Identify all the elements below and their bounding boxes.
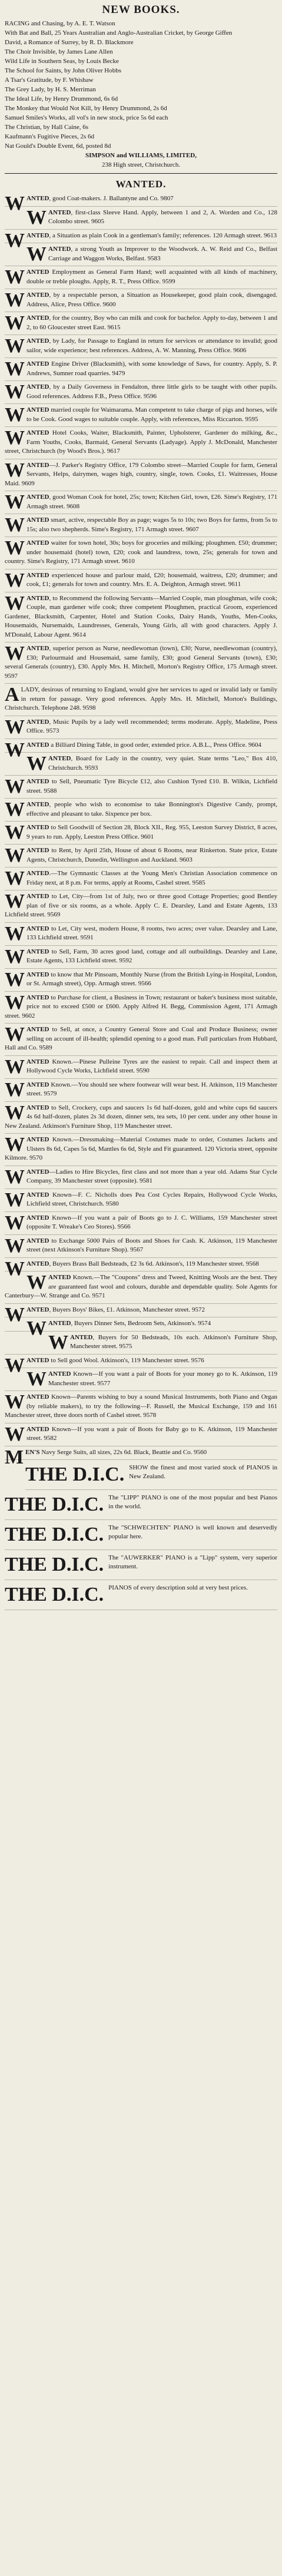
ad-body: , a strong Youth as Improver to the Woodwork. A. W. Reid and Co., Belfast Carriage and Waggon Works, Belfast. 9583: [48, 246, 277, 262]
dic-brand: THE D.I.C.: [5, 1494, 104, 1515]
ad-drop-cap: W: [26, 1368, 47, 1390]
ad-drop-cap: W: [5, 739, 25, 761]
ad-body: Navy Serge Suits, all sizes, 22s 6d. Black, Beattie and Co. 9560: [39, 1448, 207, 1456]
classified-ad: [5, 799, 277, 822]
ad-body: , Buyers for 50 Bedsteads, 10s each. Atkinson's Furniture Shop, Manchester street. 9575: [70, 1333, 277, 1350]
classified-ad: [5, 969, 277, 992]
dic-ads-section: [5, 1460, 277, 1610]
ad-heading: ANTED: [26, 994, 49, 1001]
ad-heading: ANTED: [26, 1058, 49, 1065]
dic-brand: THE D.I.C.: [5, 1524, 104, 1545]
ad-body: to Let, City—from 1st of July, two or three good Cottage Properties; good Bentley plan of five or six rooms, as a whole. Apply C. E. Dearsley, Land and Estate Agents, 133 Lichfield street. 9569: [5, 893, 277, 918]
ad-heading: ANTED: [48, 1274, 71, 1281]
ad-body: , Buyers Brass Ball Bedsteads, £2 3s 6d. Atkinson's, 119 Manchester street. 9568: [49, 1260, 259, 1267]
ad-drop-cap: W: [5, 1211, 25, 1234]
ad-body: Known.—Pinese Pulleine Tyres are the easiest to repair. Call and inspect them at Hollywood Cycle Works, Lichfield street. 9590: [26, 1058, 277, 1074]
ad-heading: ANTED: [26, 571, 49, 579]
ad-heading: ANTED: [26, 1168, 49, 1176]
ad-heading: ANTED: [26, 1191, 49, 1198]
book-listing: Nat Gould's Double Event, 6d, posted 8d: [5, 143, 111, 150]
classified-ad: [5, 1368, 277, 1391]
classified-ad: [5, 229, 277, 251]
classified-ad: [5, 459, 277, 492]
book-listing: With Bat and Ball, 25 Years Australian and Anglo-Australian Cricket, by George Giffen: [5, 29, 233, 37]
book-listing: A Tsar's Gratitude, by F. Whishaw: [5, 77, 94, 84]
book-listing: The Monkey that Would Not Kill, by Henry Drummond, 2s 6d: [5, 105, 167, 112]
ad-drop-cap: W: [48, 1331, 68, 1353]
ad-body: Known.—You should see where footwear will wear best. H. Atkinson, 119 Manchester street. 9579: [26, 1081, 277, 1097]
classified-ad: [5, 890, 277, 923]
ad-heading: ANTED: [26, 948, 49, 955]
ad-body: , by a Daily Governess in Fendalton, three little girls to be taught with other pupils. Good references. Address F.B., Press Office. 9596: [26, 383, 277, 400]
section-divider: [5, 173, 277, 174]
classified-ad: [5, 289, 277, 312]
ad-heading: ANTED: [48, 1370, 71, 1378]
ad-drop-cap: W: [26, 243, 47, 265]
ad-drop-cap: W: [5, 427, 25, 449]
ad-body: Hotel Cooks, Waiter, Blacksmith, Painter, Upholsterer, Gardener do milking, &c., Farm Youths, Cooks, Barmaid, General Servants (Ladyage). Apply J. McDonald, Manchester street, Christchurch (by Wood's Bros.). 9617: [5, 429, 277, 455]
books-publisher: SIMPSON and WILLIAMS, LIMITED,: [85, 152, 197, 159]
classified-ad: [5, 845, 277, 868]
ad-drop-cap: W: [5, 514, 25, 536]
ad-heading: ANTED: [26, 1237, 49, 1244]
wanted-ads-list: [5, 193, 277, 1468]
ad-drop-cap: W: [26, 1272, 47, 1293]
ad-heading: ANTED: [26, 195, 49, 202]
ad-body: Known—Parents wishing to buy a sound Musical Instruments, both Piano and Organ (by reliable makers), to try the following—F. Russell, the Musical Exchange, 159 and 161 Manchester street, three doors north of Cashel street. 9578: [5, 1393, 277, 1419]
ad-drop-cap: W: [5, 491, 25, 513]
ad-heading: ANTED: [26, 269, 49, 276]
ad-drop-cap: W: [5, 1423, 25, 1445]
book-listing: David, a Romance of Surrey, by R. D. Blackmore: [5, 39, 134, 46]
ad-body: to Rent, by April 25th, House of about 6 Rooms, near Rinkerton. State price, Estate Agents, Christchurch, Dunedin, Wellington and Auckland. 9603: [26, 847, 277, 863]
ad-body: , first-class Sleeve Hand. Apply, between 1 and 2, A. Worden and Co., 128 Colombo street. 9605: [48, 208, 277, 225]
ad-body: , Buyers Dinner Sets, Bedroom Sets, Atkinson's. 9574: [71, 1320, 211, 1327]
ad-heading: ANTED: [26, 1214, 49, 1221]
ad-body: Employment as General Farm Hand; well acquainted with all kinds of machinery, double or treble ploughs. Apply, R. T., Press Office. 9599: [26, 269, 277, 285]
ad-drop-cap: W: [5, 335, 25, 357]
classified-ad: [5, 381, 277, 404]
ad-heading: ANTED: [26, 360, 49, 367]
ad-heading: ANTED: [26, 1136, 49, 1143]
ad-heading: ANTED: [48, 246, 71, 253]
ad-body: married couple for Waimarama. Man competent to take charge of pigs and horses, wife to be Cook. Good wages to suitable couple. Apply, with references, Miss Riccarton. 9595: [26, 406, 277, 423]
ad-heading: ANTED: [26, 847, 49, 854]
ad-drop-cap: A: [5, 684, 19, 706]
ad-heading: ANTED: [26, 1306, 49, 1313]
ad-body: , good Woman Cook for hotel, 25s; town; Kitchen Girl, town, £26. Sime's Registry, 171 Armagh street. 9608: [26, 494, 277, 510]
ad-body: to Sell, at once, a Country General Store and Coal and Produce Business; owner selling on account of ill-health; splendid opening to a good man. Full particulars from Hubbard, Hall and Co. 9589: [5, 1026, 277, 1051]
ad-heading: ANTED: [26, 801, 49, 808]
ad-drop-cap: M: [5, 1446, 24, 1468]
ad-drop-cap: W: [5, 592, 25, 614]
classified-ad: [5, 312, 277, 335]
ad-body: Known—If you want a pair of Boots for Baby go to K. Atkinson, 119 Manchester street. 9582: [26, 1425, 277, 1442]
ad-drop-cap: W: [5, 945, 25, 968]
classified-ad: [5, 1446, 277, 1468]
classified-ad: [5, 1166, 277, 1189]
ad-body: , Board for Lady in the country, very quiet. State terms "Leo," Box 410, Christchurch. 9593: [48, 755, 277, 772]
classified-ad: [5, 1354, 277, 1376]
book-listing: Wild Life in Southern Seas, by Louis Becke: [5, 58, 119, 65]
ad-drop-cap: W: [5, 1234, 25, 1257]
ad-heading: ANTED: [26, 925, 49, 932]
ad-drop-cap: W: [5, 1166, 25, 1188]
ad-body: , a Situation as plain Cook in a gentleman's family; references. 120 Armagh street. 9613: [49, 231, 277, 239]
ad-drop-cap: W: [5, 1257, 25, 1280]
new-books-section: [5, 4, 277, 170]
classified-ad: [5, 1056, 277, 1079]
ad-body: Known—If you want a pair of Boots for your money go to K. Atkinson, 119 Manchester street. 9577: [48, 1370, 277, 1387]
classified-ad: [5, 739, 277, 761]
classified-ad: [5, 427, 277, 459]
ad-body: Known.—Dressmaking—Material Costumes made to order, Costumes Jackets and Ulsters 8s 6d, Capes 5s 6d, Mantles 6s 6d, Style and Fit guaranteed. 120 Victoria street, opposite Kilmore. 9570: [5, 1136, 277, 1161]
classified-ad: [5, 193, 277, 214]
classified-ad: [5, 207, 277, 230]
dic-brand: THE D.I.C.: [25, 1464, 125, 1485]
ad-body: .—The Gymnastic Classes at the Young Men's Christian Association commence on Friday next, at 8 p.m. For terms, apply at Rooms, Cashel street. 9585: [26, 870, 277, 886]
ad-drop-cap: W: [5, 968, 25, 991]
ad-drop-cap: W: [5, 776, 25, 797]
ad-heading: ANTED: [26, 231, 49, 239]
ad-heading: ANTED: [26, 461, 49, 469]
classified-ad: [5, 358, 277, 381]
ad-drop-cap: W: [5, 381, 25, 403]
ad-drop-cap: W: [5, 1078, 25, 1101]
classified-ad: [5, 868, 277, 890]
ad-heading: ANTED: [26, 494, 49, 501]
newspaper-page: [5, 4, 277, 1610]
ad-drop-cap: W: [5, 799, 25, 820]
ad-body: , to Recommend the following Servants—Married Couple, man ploughman, wife cook; Couple, man gardener wife cook; three competent Ploughmen, practical Groom, experienced Gardener, Blacksmith, Carpenter, Hotel and Station Cooks, Dairy Hands, Youths, Men-Cooks, Housemaids, Nursemaids, Laundresses, Generals, Young Girls, all with good characters. Apply J. M'Donald, Labour Agent. 9614: [5, 594, 277, 638]
book-listing: RACING and Chasing, by A. E. T. Watson: [5, 20, 115, 27]
ad-body: , by Lady, for Passage to England in return for services or attendance to invalid; good sailor, wide experience; best references. Address, A. W. Manning, Press Office. 9606: [26, 337, 277, 354]
book-listing: The School for Saints, by John Oliver Hobbs: [5, 67, 121, 74]
ad-heading: ANTED: [26, 893, 49, 900]
classified-ad: [5, 1317, 277, 1339]
books-title: NEW BOOKS.: [102, 4, 180, 16]
ad-body: LADY, desirous of returning to England, would give her services to aged or invalid lady or family in return for passage. Very good references. Apply Mrs. H. Mitchell, Morton's Buildings, Christchurch. Telephone 248. 9598: [5, 686, 277, 711]
ad-body: a Billiard Dining Table, in good order, extended price. A.B.L., Press Office. 9604: [49, 741, 261, 749]
ad-heading: ANTED: [48, 208, 71, 216]
ad-drop-cap: W: [5, 1391, 25, 1413]
ad-drop-cap: W: [5, 822, 25, 843]
dic-brand: THE D.I.C.: [5, 1554, 104, 1575]
ad-heading: ANTED: [26, 337, 49, 345]
ad-heading: ANTED: [48, 755, 71, 762]
classified-ad: [5, 1391, 277, 1423]
classified-ad: [5, 1212, 277, 1235]
ad-heading: ANTED: [26, 645, 49, 652]
book-listing: Samuel Smiles's Works, all vol's in new stock, price 5s 6d each: [5, 114, 168, 121]
book-listing: The Grey Lady, by H. S. Merriman: [5, 86, 96, 93]
ad-body: , Buyers Boys' Bikes, £1. Atkinson, Manchester street. 9572: [49, 1306, 205, 1313]
ad-heading: ANTED: [26, 314, 49, 322]
ad-heading: ANTED: [26, 539, 49, 547]
ad-heading: ANTED: [26, 429, 49, 436]
ad-drop-cap: W: [5, 922, 25, 945]
ad-drop-cap: W: [26, 206, 47, 229]
classified-ad: [5, 1235, 277, 1258]
ad-heading: ANTED: [26, 741, 49, 749]
ad-drop-cap: W: [5, 358, 25, 380]
ad-heading: ANTED: [26, 870, 49, 877]
dic-ad: [5, 1520, 277, 1550]
ad-body: smart, active, respectable Boy as page; wages 5s to 10s; two Boys for farms, from 5s to 15s; also two shepherds. Sime's Registry, 171 Armagh street. 9607: [26, 516, 277, 533]
ad-drop-cap: W: [5, 1101, 25, 1124]
ad-drop-cap: W: [26, 753, 47, 774]
ad-heading: ANTED: [26, 971, 49, 978]
dic-text: The "AUWERKER" PIANO is a "Lipp" system, very superior instrument.: [108, 1554, 277, 1570]
ad-heading: ANTED: [26, 824, 49, 831]
ad-body: , for the country, Boy who can milk and cook for bachelor. Apply to-day, between 1 and 2, to 60 Gloucester street East. 9615: [26, 314, 277, 331]
dic-ad: [25, 1460, 277, 1490]
ad-heading: ANTED: [70, 1333, 93, 1341]
ad-drop-cap: W: [5, 991, 25, 1014]
classified-ad: [5, 946, 277, 969]
classified-ad: [5, 753, 277, 776]
ad-body: to Let, City west, modern House, 8 rooms, two acres; over value. Dearsley and Lane, 133 Lichfield street. 9591: [26, 925, 277, 941]
ad-drop-cap: W: [5, 716, 25, 738]
ad-body: Known—F. C. Nicholls does Pea Cost Cycles Repairs, Hollywood Cycle Works, Lichfield street, Christchurch. 9580: [26, 1191, 277, 1207]
classified-ad: [5, 1189, 277, 1212]
ad-heading: ANTED: [26, 1026, 49, 1033]
classified-ad: [5, 1024, 277, 1056]
ad-body: to Sell, Farm, 30 acres good land, cottage and all outbuildings. Dearsley and Lane, Estate Agents, 133 Lichfield street. 9592: [26, 948, 277, 964]
dic-brand: THE D.I.C.: [5, 1584, 104, 1605]
classified-ad: [5, 1257, 277, 1280]
classified-ad: [5, 569, 277, 592]
ad-drop-cap: W: [5, 459, 25, 481]
classified-ad: [5, 491, 277, 514]
books-list: [5, 19, 277, 151]
ad-body: to Sell, Pneumatic Tyre Bicycle £12, also Cushion Tyred £10. B. Wilkin, Lichfield street. 9588: [26, 778, 277, 794]
ad-body: Known.—The "Coupons" dress and Tweed, Knitting Wools are the best. They are guaranteed fast wool and colours, durable and dependable quality. Sole Agents for Canterbury—W. Strange and Co. 9571: [5, 1274, 277, 1299]
ad-heading: ANTED: [26, 406, 49, 413]
ad-heading: ANTED: [26, 292, 49, 299]
ad-drop-cap: W: [5, 1055, 25, 1078]
ad-drop-cap: W: [5, 289, 25, 311]
classified-ad: [5, 592, 277, 643]
classified-ad: [5, 537, 277, 569]
ad-heading: ANTED: [48, 1320, 71, 1327]
classified-ad: [5, 404, 277, 427]
ad-heading: ANTED: [26, 1081, 49, 1088]
ad-heading: ANTED: [26, 718, 49, 726]
ad-drop-cap: W: [5, 537, 25, 559]
ad-drop-cap: W: [5, 569, 25, 591]
ad-drop-cap: W: [5, 1303, 25, 1326]
book-listing: Kaufmann's Fugitive Pieces, 2s 6d: [5, 133, 94, 140]
ad-drop-cap: W: [5, 845, 25, 866]
ad-drop-cap: W: [5, 1024, 25, 1045]
classified-ad: [5, 776, 277, 799]
classified-ad: [5, 243, 277, 266]
classified-ad: [5, 923, 277, 946]
ad-heading: ANTED: [26, 1260, 49, 1267]
classified-ad: [5, 1423, 277, 1446]
ad-body: , by a respectable person, a Situation as Housekeeper, good plain cook, disengaged. Address, Alice, Press Office. 9600: [26, 292, 277, 308]
wanted-section: [5, 178, 277, 1468]
dic-text: The "SCHWECHTEN" PIANO is well known and deservedly popular here.: [108, 1524, 277, 1540]
ad-body: to know that Mr Pinsoam, Monthly Nurse (from the British Lying-in Hospital, London, or St. Armagh street), Opp. Armagh street. 9566: [26, 971, 277, 987]
ad-body: to Sell good Wool. Atkinson's, 119 Manchester street. 9576: [49, 1356, 204, 1364]
dic-ad: [5, 1580, 277, 1610]
ad-heading: EN'S: [25, 1448, 40, 1456]
ad-body: experienced house and parlour maid, £20; housemaid, waitress, £20; drummer; and cook, £1; generals for town and country. Mrs. E. A. Deighton, Armagh street. 9611: [26, 571, 277, 588]
classified-ad: [5, 1272, 277, 1304]
ad-body: Known—If you want a pair of Boots go to J. C. Williams, 159 Manchester street (opposite T. Wreake's Ceo Stores). 9566: [26, 1214, 277, 1230]
ad-body: waiter for town hotel, 30s; boys for groceries and milking; ploughmen. £50; drummer; under housemaid (hotel) town, £20; cook and laundress, town, 25s; generals for town and country. Sime's Registry, 171 Armagh street. 9610: [5, 539, 277, 565]
classified-ad: [5, 1102, 277, 1134]
ad-heading: ANTED: [26, 1393, 49, 1400]
ad-heading: ANTED: [26, 1356, 49, 1364]
dic-ad: [5, 1550, 277, 1580]
ad-body: to Purchase for client, a Business in Town; restaurant or baker's business most suitable, price not to exceed £500 or £600. Apply Alfred H. Begg, Commission Agent, 171 Armagh street. 9602: [5, 994, 277, 1019]
book-listing: The Christian, by Hall Caine, 6s: [5, 124, 89, 131]
ad-body: to Exchange 5000 Pairs of Boots and Shoes for Cash. K. Atkinson, 119 Manchester street (next Atkinson's Furniture Shop). 9567: [26, 1237, 277, 1253]
ad-drop-cap: W: [5, 1188, 25, 1211]
classified-ad: [5, 822, 277, 845]
ad-drop-cap: W: [5, 312, 25, 334]
ad-body: , people who wish to economise to take Bonnington's Digestive Candy, prompt, effective and pleasant to take. Sixpence per box.: [26, 801, 277, 817]
ad-body: Engine Driver (Blacksmith), with some knowledge of Saws, for country. Apply, S. P. Andrews, Sumner road quarries. 9479: [26, 360, 277, 377]
classified-ad: [5, 716, 277, 739]
ad-body: —J. Parker's Registry Office, 179 Colombo street—Married Couple for farm, General Servants, Helps, dairymen, wages high, country, single, town. Cooks, £1. Waitresses, House Maid. 9609: [5, 461, 277, 487]
classified-ad: [5, 266, 277, 289]
ad-drop-cap: W: [5, 266, 25, 288]
book-listing: The Ideal Life, by Henry Drummond, 6s 6d: [5, 95, 118, 102]
classified-ad: [5, 1079, 277, 1102]
ad-drop-cap: W: [5, 1134, 25, 1155]
ad-heading: ANTED: [26, 383, 49, 390]
ad-body: , superior person as Nurse, needlewoman (town), £30; Nurse, needlewoman (country), £30; Parlourmaid and Housemaid, same family, £30; good General Servants (town), £30; several Generals (country), £30. Apply Mrs. H. Mitchell, Morton's Registry Office, 175 Armagh street. 9597: [5, 645, 277, 680]
ad-heading: ANTED: [26, 1425, 49, 1433]
ad-body: to Sell Goodwill of Section 28, Block XII., Reg. 955, Leeston Survey District, 8 acres, 9 years to run. Apply, Leeston Press Office. 9601: [26, 824, 277, 840]
ad-drop-cap: W: [5, 229, 25, 251]
classified-ad: [5, 1134, 277, 1166]
ad-drop-cap: W: [5, 1354, 25, 1376]
ad-drop-cap: W: [26, 1317, 47, 1339]
ad-drop-cap: W: [5, 193, 25, 214]
ad-body: to Sell, Crockery, cups and saucers 1s 6d half-dozen, gold and white cups 6d saucers 4s 6d half-dozen, plates 2s 3d dozen, dinner sets, tea sets, 10 per cent. under any other house in New Zealand. Atkinson's Furniture Shop, 119 Manchester street.: [5, 1104, 277, 1130]
books-address: 238 High street, Christchurch.: [102, 161, 180, 168]
ad-drop-cap: W: [5, 643, 25, 664]
classified-ad: [5, 643, 277, 684]
ad-body: , Music Pupils by a lady well recommended; terms moderate. Apply, Madeline, Press Office. 9573: [26, 718, 277, 734]
dic-text: The "LIPP" PIANO is one of the most popular and best Pianos in the world.: [108, 1494, 277, 1510]
dic-text: PIANOS of every description sold at very best prices.: [108, 1584, 248, 1591]
wanted-title: WANTED.: [115, 178, 167, 190]
classified-ad: [5, 514, 277, 537]
dic-ad: [5, 1490, 277, 1520]
ad-heading: ANTED: [26, 1104, 49, 1111]
ad-drop-cap: W: [5, 890, 25, 912]
book-listing: The Choir Invisible, by James Lane Allen: [5, 48, 113, 55]
ad-heading: ANTED: [26, 594, 49, 602]
classified-ad: [5, 992, 277, 1024]
ad-body: —Ladies to Hire Bicycles, first class and not more than a year old. Adams Star Cycle Company, 39 Manchester street (opposite). 9581: [26, 1168, 277, 1184]
ad-drop-cap: W: [5, 404, 25, 426]
ad-body: , good Coat-makers. J. Ballantyne and Co. 9807: [49, 195, 174, 202]
ad-heading: ANTED: [26, 516, 49, 524]
classified-ad: [5, 684, 277, 716]
classified-ad: [5, 335, 277, 358]
ad-drop-cap: W: [5, 868, 25, 889]
ad-heading: ANTED: [26, 778, 49, 785]
dic-text: SHOW the finest and most varied stock of PIANOS in New Zealand.: [129, 1464, 277, 1480]
